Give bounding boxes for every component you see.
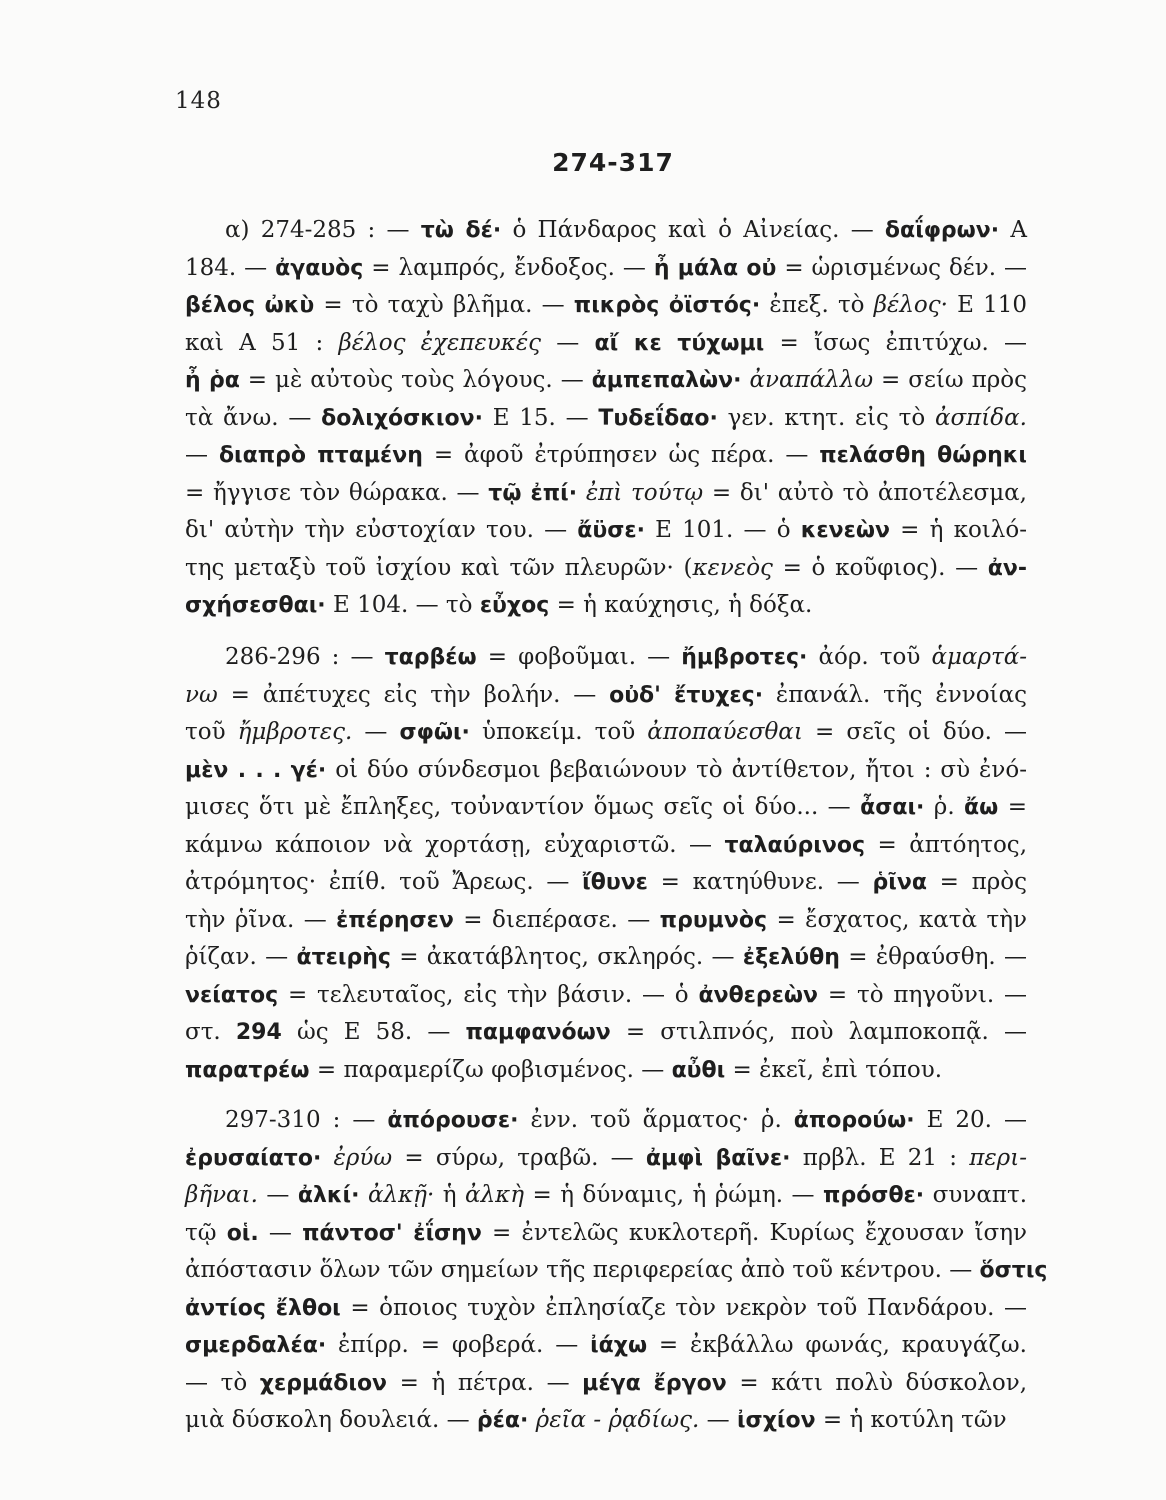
headword: ῥέα· bbox=[476, 1408, 529, 1433]
headword: χερμάδιον bbox=[259, 1370, 388, 1396]
text-line bbox=[185, 714, 1027, 752]
text-line bbox=[185, 1052, 1027, 1090]
text-line bbox=[185, 1252, 1048, 1290]
gloss-text: Ε 101. — ὁ bbox=[644, 517, 801, 543]
gloss-text: = ὡρισμένως δέν. — bbox=[776, 254, 1027, 281]
headword: ταρβέω bbox=[384, 645, 477, 670]
headword: σχήσεσθαι· bbox=[185, 593, 326, 618]
headword: ἤμβροτες· bbox=[681, 645, 808, 670]
headword: πικρὸς ὀϊστός· bbox=[573, 293, 761, 318]
text-line bbox=[185, 939, 1027, 977]
gloss-text: πρβλ. Ε 21 : bbox=[790, 1144, 970, 1171]
gloss-text: Α bbox=[999, 217, 1027, 243]
text-line bbox=[185, 977, 1027, 1015]
headword: ταλαύρινος bbox=[724, 832, 865, 858]
gloss-text: ἀπόστασιν ὅλων τῶν σημείων τῆς περιφερείας ἀπὸ τοῦ κέντρου. — bbox=[185, 1257, 980, 1283]
headword: ἦ ῥα bbox=[185, 368, 240, 393]
gloss-text: συναπτ. bbox=[924, 1182, 1028, 1208]
gloss-text bbox=[528, 1407, 535, 1433]
gloss-text: = στιλπνός, ποὺ λαμποκοπᾷ. — bbox=[610, 1019, 1027, 1045]
gloss-text: = ἐντελῶς κυκλοτερῆ. Κυρίως ἔχουσαν ἴσην bbox=[481, 1219, 1027, 1246]
headword: ὅστις bbox=[979, 1258, 1048, 1283]
gloss-text: = ἐκεῖ, ἐπὶ τόπου. bbox=[725, 1056, 943, 1083]
gloss-text: = ἡ κοτύλη τῶν bbox=[815, 1407, 1007, 1433]
italic-term: βέλος· bbox=[873, 292, 948, 318]
paragraph-274-285 bbox=[185, 212, 1027, 625]
gloss-text: = ἀπέτυχες εἰς τὴν βολήν. — bbox=[217, 681, 610, 708]
headword: κενεὼν bbox=[800, 518, 890, 543]
gloss-text: = ἡ καύχησις, ἡ δόξα. bbox=[549, 592, 813, 618]
gloss-text bbox=[577, 480, 586, 506]
text-line bbox=[185, 789, 1027, 827]
gloss-text: ῥίζαν. — bbox=[185, 944, 297, 970]
headword: ἄω bbox=[964, 795, 999, 820]
headword: ἄϋσε· bbox=[577, 518, 645, 543]
italic-term: νω bbox=[185, 681, 218, 708]
headword: τὼ δέ· bbox=[420, 218, 502, 243]
headword: ἰάχω bbox=[590, 1333, 648, 1358]
gloss-text: α) 274-285 : — bbox=[225, 217, 421, 243]
gloss-text: στ. bbox=[185, 1019, 236, 1045]
headword: ἐπέρησεν bbox=[336, 907, 454, 933]
gloss-text: = σείω πρὸς bbox=[873, 367, 1027, 393]
text-line bbox=[185, 1140, 1027, 1178]
gloss-text: = τὸ ταχὺ βλῆμα. — bbox=[314, 292, 574, 318]
text-line bbox=[185, 287, 1027, 325]
gloss-text: τοῦ bbox=[185, 719, 238, 745]
headword: ἀν- bbox=[987, 555, 1028, 581]
gloss-text: ὑποκείμ. τοῦ bbox=[469, 719, 648, 745]
section-title: 274-317 bbox=[552, 148, 674, 177]
headword: πρυμνὸς bbox=[659, 907, 768, 933]
headword: ἀμπεπαλὼν· bbox=[591, 368, 742, 393]
gloss-text: τῷ bbox=[185, 1219, 227, 1246]
gloss-text: δι' αὐτὴν τὴν εὐστοχίαν του. — bbox=[185, 517, 578, 543]
headword: ἆσαι· bbox=[860, 795, 925, 820]
gloss-text: ἐπίρρ. = φοβερά. — bbox=[326, 1332, 591, 1358]
gloss-text: — bbox=[185, 442, 219, 468]
headword: διαπρὸ πταμένη bbox=[218, 443, 423, 468]
gloss-text: = σεῖς οἱ δύο. — bbox=[802, 719, 1028, 745]
text-line bbox=[185, 512, 1027, 550]
gloss-text: Ε 20. — bbox=[914, 1107, 1027, 1133]
gloss-text: ἐνν. τοῦ ἅρματος· ῥ. bbox=[518, 1107, 794, 1133]
gloss-text: μισες ὅτι μὲ ἔπληξες, τοὐναντίον ὅμως σεῖς οἱ δύο... — bbox=[185, 794, 861, 820]
headword: αὖθι bbox=[671, 1057, 726, 1083]
headword: σφῶι· bbox=[399, 720, 470, 745]
headword: ἐρυσαίατο· bbox=[185, 1145, 322, 1171]
italic-term: βέλος ἐχεπευκές bbox=[338, 329, 542, 356]
text-line bbox=[185, 250, 1027, 288]
text-line bbox=[185, 437, 1027, 475]
gloss-text: = bbox=[998, 794, 1027, 820]
headword: 294 bbox=[235, 1020, 282, 1045]
gloss-text: 297-310 : — bbox=[225, 1107, 388, 1133]
gloss-text: ἀτρόμητος· ἐπίθ. τοῦ Ἄρεως. — bbox=[185, 869, 583, 895]
italic-term: ῥεῖα - ῥᾳδίως. bbox=[535, 1407, 700, 1433]
italic-term: κενεὸς bbox=[692, 554, 773, 581]
gloss-text: 286-296 : — bbox=[225, 644, 385, 670]
italic-term: ἀναπάλλω bbox=[749, 367, 874, 393]
gloss-text: μιὰ δύσκολη δουλειά. — bbox=[185, 1407, 477, 1433]
headword: ἀτειρὴς bbox=[296, 945, 391, 970]
headword: οἱ. bbox=[226, 1220, 259, 1246]
gloss-text: Ε 15. — bbox=[482, 404, 599, 431]
text-line bbox=[185, 902, 1027, 940]
text-line bbox=[185, 752, 1027, 790]
gloss-text: = ἐθραύσθη. — bbox=[839, 944, 1028, 970]
italic-term: ἀλκὴ bbox=[465, 1182, 525, 1208]
gloss-text: Ε 110 bbox=[947, 292, 1028, 318]
text-line bbox=[185, 325, 1027, 363]
gloss-text: = ὁ κοῦφιος). — bbox=[772, 554, 988, 581]
gloss-text: — bbox=[541, 329, 595, 356]
gloss-text: = τὸ πηγοῦνι. — bbox=[818, 981, 1027, 1008]
gloss-text: — bbox=[699, 1407, 737, 1433]
text-line bbox=[185, 212, 1027, 250]
italic-term: ἐπὶ τούτῳ bbox=[585, 479, 704, 506]
gloss-text: = φοβοῦμαι. — bbox=[476, 644, 682, 670]
gloss-text: — τὸ bbox=[185, 1369, 260, 1396]
headword: ἀντίος ἔλθοι bbox=[185, 1295, 341, 1321]
headword: ἀλκί· bbox=[297, 1183, 360, 1208]
text-line bbox=[185, 1327, 1027, 1365]
gloss-text: γεν. κτητ. εἰς τὸ bbox=[717, 404, 935, 431]
gloss-text: τὰ ἄνω. — bbox=[185, 404, 322, 431]
headword: πελάσθη θώρηκι bbox=[819, 443, 1027, 468]
gloss-text: καὶ Α 51 : bbox=[185, 329, 339, 356]
text-line bbox=[185, 587, 1027, 625]
gloss-text: = πρὸς bbox=[926, 869, 1028, 895]
gloss-text: ὁ Πάνδαρος καὶ ὁ Αἰνείας. — bbox=[501, 217, 885, 243]
text-line bbox=[185, 362, 1027, 400]
gloss-text: = ἔσχατος, κατὰ τὴν bbox=[767, 906, 1027, 933]
headword: ῥῖνα bbox=[872, 870, 927, 895]
italic-term: ἀλκῇ· bbox=[367, 1182, 435, 1208]
gloss-text: 184. — bbox=[185, 254, 276, 281]
gloss-text: = ἡ πέτρα. — bbox=[387, 1369, 583, 1396]
text-line bbox=[185, 1215, 1027, 1253]
italic-term: περι- bbox=[969, 1144, 1027, 1171]
gloss-text: ἐπανάλ. τῆς ἐννοίας bbox=[763, 681, 1027, 708]
text-line bbox=[185, 677, 1027, 715]
gloss-text: Ε 104. — τὸ bbox=[325, 592, 480, 618]
gloss-text: — bbox=[257, 1182, 298, 1208]
text-line bbox=[185, 1365, 1027, 1403]
gloss-text: = παραμερίζω φοβισμένος. — bbox=[309, 1056, 672, 1083]
headword: εὖχος bbox=[479, 593, 550, 618]
gloss-text: = σύρω, τραβῶ. — bbox=[392, 1144, 646, 1171]
headword: δολιχόσκιον· bbox=[321, 405, 483, 431]
gloss-text: = δι' αὐτὸ τὸ ἀποτέλεσμα, bbox=[703, 479, 1027, 506]
gloss-text: = λαμπρός, ἔνδοξος. — bbox=[363, 254, 654, 281]
text-line bbox=[185, 1014, 1027, 1052]
italic-term: ἁμαρτά- bbox=[931, 644, 1027, 670]
gloss-text: = ἡ κοιλό- bbox=[889, 517, 1028, 543]
gloss-text: = διεπέρασε. — bbox=[453, 906, 660, 933]
gloss-text: = ἀφοῦ ἐτρύπησεν ὡς πέρα. — bbox=[422, 442, 820, 468]
italic-term: ἤμβροτες. bbox=[237, 719, 353, 745]
gloss-text: ἐπεξ. τὸ bbox=[760, 292, 874, 318]
headword: ἀπορούω· bbox=[793, 1108, 915, 1133]
headword: αἴ κε τύχωμι bbox=[594, 330, 765, 356]
gloss-text: = κάτι πολὺ δύσκολον, bbox=[726, 1369, 1028, 1396]
headword: τῷ ἐπί· bbox=[488, 480, 578, 506]
gloss-text: = μὲ αὐτοὺς τοὺς λόγους. — bbox=[239, 367, 592, 393]
headword: παρατρέω bbox=[185, 1057, 310, 1083]
gloss-text: ῥ. bbox=[924, 794, 965, 820]
gloss-text: = ἡ δύναμις, ἡ ῥώμη. — bbox=[524, 1182, 824, 1208]
italic-term: ἐρύω bbox=[333, 1144, 393, 1171]
gloss-text bbox=[321, 1145, 333, 1171]
headword: μὲν . . . γέ· bbox=[185, 757, 327, 783]
gloss-text: = ἀκατάβλητος, σκληρός. — bbox=[390, 944, 743, 970]
headword: παμφανόων bbox=[465, 1020, 611, 1045]
italic-term: ἀσπίδα. bbox=[934, 404, 1027, 431]
headword: ἀμφὶ βαῖνε· bbox=[645, 1145, 791, 1171]
gloss-text: = ἤγγισε τὸν θώρακα. — bbox=[185, 479, 489, 506]
headword: ἦ μάλα οὐ bbox=[653, 255, 777, 281]
headword: ἀνθερεὼν bbox=[698, 982, 819, 1008]
headword: ἰσχίον bbox=[736, 1408, 816, 1433]
page-number: 148 bbox=[175, 88, 222, 114]
headword: δαΐφρων· bbox=[884, 218, 1000, 243]
headword: ἀπόρουσε· bbox=[387, 1108, 519, 1133]
italic-term: βῆναι. bbox=[185, 1182, 258, 1208]
text-line bbox=[185, 1177, 1027, 1215]
gloss-text: της μεταξὺ τοῦ ἰσχίου καὶ τῶν πλευρῶν· ( bbox=[185, 554, 693, 581]
gloss-text: τὴν ῥῖνα. — bbox=[185, 906, 337, 933]
headword: μέγα ἔργον bbox=[582, 1370, 727, 1396]
text-line bbox=[185, 1290, 1027, 1328]
headword: ἀγαυὸς bbox=[275, 255, 364, 281]
gloss-text: οἱ δύο σύνδεσμοι βεβαιώνουν τὸ ἀντίθετον, ἤτοι : σὺ ἐνό- bbox=[326, 756, 1028, 783]
gloss-text: = ὁποιος τυχὸν ἐπλησίαζε τὸν νεκρὸν τοῦ Πανδάρου. — bbox=[340, 1294, 1028, 1321]
headword: νείατος bbox=[185, 982, 279, 1008]
gloss-text: — bbox=[352, 719, 400, 745]
headword: πάντοσ' ἐΐσην bbox=[302, 1220, 482, 1246]
text-line bbox=[185, 1102, 1027, 1140]
text-line bbox=[185, 1402, 1027, 1440]
paragraph-286-296 bbox=[185, 639, 1027, 1089]
headword: Τυδεΐδαο· bbox=[598, 405, 718, 431]
gloss-text: κάμνω κάποιον νὰ χορτάσῃ, εὐχαριστῶ. — bbox=[185, 831, 725, 858]
italic-term: ἀποπαύεσθαι bbox=[647, 719, 803, 745]
gloss-text: ὡς Ε 58. — bbox=[281, 1019, 466, 1045]
headword: ἴθυνε bbox=[582, 870, 648, 895]
text-line bbox=[185, 400, 1027, 438]
gloss-text: ἡ bbox=[434, 1182, 466, 1208]
gloss-text bbox=[360, 1182, 368, 1208]
text-line bbox=[185, 864, 1027, 902]
gloss-text: = ἐκβάλλω φωνάς, κραυγάζω. bbox=[647, 1332, 1027, 1358]
headword: πρόσθε· bbox=[823, 1183, 925, 1208]
paragraph-297-310 bbox=[185, 1102, 1048, 1440]
gloss-text: — bbox=[258, 1219, 303, 1246]
gloss-text: = κατηύθυνε. — bbox=[647, 869, 873, 895]
gloss-text: = ἀπτόητος, bbox=[865, 831, 1028, 858]
text-line bbox=[185, 475, 1027, 513]
text-line bbox=[185, 827, 1027, 865]
headword: βέλος ὠκὺ bbox=[185, 293, 315, 318]
headword: σμερδαλέα· bbox=[185, 1333, 327, 1358]
gloss-text: = ἴσως ἐπιτύχω. — bbox=[764, 329, 1028, 356]
headword: οὐδ' ἔτυχες· bbox=[609, 682, 764, 708]
text-line bbox=[185, 639, 1027, 677]
gloss-text: ἀόρ. τοῦ bbox=[807, 644, 932, 670]
headword: ἐξελύθη bbox=[742, 945, 840, 970]
gloss-text: = τελευταῖος, εἰς τὴν βάσιν. — ὁ bbox=[278, 981, 699, 1008]
text-line bbox=[185, 550, 1027, 588]
